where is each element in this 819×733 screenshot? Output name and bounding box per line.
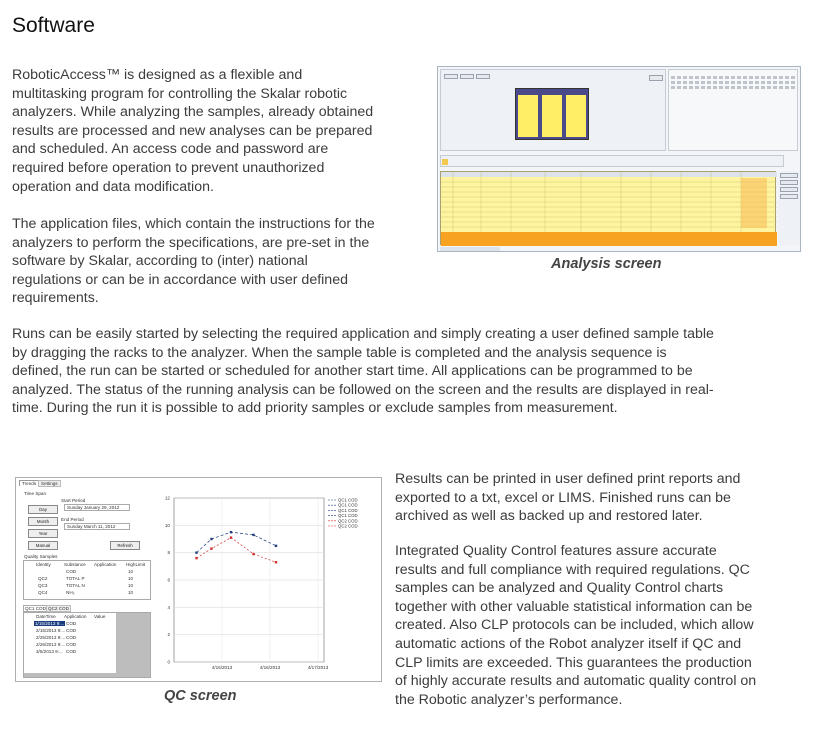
- analysis-schedule-button[interactable]: [460, 74, 474, 79]
- analysis-settings-button[interactable]: [444, 74, 458, 79]
- page-title: Software: [12, 14, 95, 37]
- data-point: [230, 536, 232, 538]
- table-row: NH₃: [66, 590, 75, 595]
- tab-qc2-cod[interactable]: QC2 COD: [48, 606, 69, 611]
- table-row: COD: [66, 569, 77, 574]
- table-row: QC2: [38, 576, 48, 581]
- legend-entry: QC1 COD: [338, 507, 358, 513]
- data-point: [275, 545, 277, 547]
- y-tick-label: 4: [167, 604, 170, 610]
- results-tiles: [671, 76, 801, 96]
- y-tick-label: 12: [164, 495, 170, 501]
- data-point: [210, 538, 212, 540]
- analysis-sampler-button[interactable]: [476, 74, 490, 79]
- files-paragraph: The application files, which contain the instructions for the analyzers to perform the specifications, are pre-set in the software by Skalar, according to (inter) national regulations or can be in accordance with user defined requirements.: [12, 216, 375, 307]
- results-paragraph: Results can be printed in user defined print reports and exported to a txt, excel or LIMS. Finished runs can be archived as well as backed up and restored later.: [395, 471, 741, 525]
- y-tick-label: 10: [164, 522, 170, 528]
- detail-col-value: Value: [94, 614, 106, 619]
- legend-entry: QC2 COD: [338, 523, 358, 529]
- end-period-label: End Period: [61, 517, 84, 522]
- data-point: [252, 534, 254, 536]
- side-button-2[interactable]: [780, 180, 798, 185]
- rack-1[interactable]: [518, 95, 538, 137]
- table-row: QC4: [38, 590, 48, 595]
- intro-paragraph: RoboticAccess™ is designed as a flexible and multitasking program for controlling the Skalar robotic analyzers. While analyzing the samples, already obtained results are processed and new analyses can be prepared and scheduled. An access code and password are required before operation to prevent unauthorized operation and data modification.: [12, 67, 374, 195]
- table-row-selected[interactable]: 1/15/2013 9:...: [35, 621, 65, 626]
- sample-table[interactable]: [440, 171, 776, 245]
- y-tick-label: 2: [167, 632, 170, 638]
- qs-col-highlimit: HighLimit: [126, 562, 146, 567]
- quality-samples-label: Quality Samples: [24, 554, 58, 559]
- x-tick-label: 4/16/2013: [259, 665, 281, 670]
- table-row: 2/15/2013 9:...: [36, 628, 66, 633]
- rack-3[interactable]: [566, 95, 586, 137]
- analysis-top-panel: [440, 69, 666, 151]
- legend-entry: QC1 COD: [338, 497, 358, 503]
- qs-col-substance: Substance: [64, 562, 86, 567]
- side-button-3[interactable]: [780, 187, 798, 192]
- legend-entry: QC1 COD: [338, 513, 358, 519]
- rack-2[interactable]: [542, 95, 562, 137]
- detail-col-application: Application: [64, 614, 87, 619]
- month-button[interactable]: Month: [28, 517, 58, 526]
- table-row: COD: [66, 635, 77, 640]
- data-point: [195, 557, 197, 559]
- sample-table-side-buttons: [778, 171, 800, 245]
- quality-samples-table[interactable]: [23, 560, 151, 600]
- table-row: 10: [128, 576, 134, 581]
- start-date-picker[interactable]: Sunday January 29, 2012: [64, 504, 130, 511]
- data-point: [195, 551, 197, 553]
- sample-table-grid: [441, 172, 777, 246]
- x-tick-label: 4/15/2013: [211, 665, 233, 670]
- table-row: 3/5/2013 9:...: [36, 649, 63, 654]
- legend-entry: QC2 COD: [338, 518, 358, 524]
- sampler-rack[interactable]: [515, 88, 589, 140]
- qc-detail-table[interactable]: [23, 612, 151, 678]
- table-row: COD: [66, 628, 77, 633]
- side-button-4[interactable]: [780, 194, 798, 199]
- table-row: COD: [66, 649, 77, 654]
- analysis-screen-caption: Analysis screen: [551, 256, 662, 272]
- table-row: COD: [66, 642, 77, 647]
- start-period-label: Start Period: [61, 498, 86, 503]
- qc-chart: [146, 490, 378, 680]
- detail-col-datetime: DateTime: [36, 614, 56, 619]
- table-row: TOTAL P: [66, 576, 85, 581]
- tab-trends[interactable]: Trends: [19, 480, 39, 486]
- qc-paragraph: Integrated Quality Control features assure accurate results and full compliance with required regulations. QC samples can be analyzed and Quality Control charts together with other valuable statistical information can be created. Also CLP protocols can be included, which allow automatic actions of the Robot analyzer itself if QC and CLP limits are exceeded. This guarantees the production of highly accurate results and automatic quality control on the Robotic analyzer’s performance.: [395, 543, 757, 708]
- toolbar-folder-icon[interactable]: [442, 159, 448, 165]
- qs-col-identity: Identity: [36, 562, 51, 567]
- qc-screen-caption: QC screen: [164, 688, 237, 704]
- refresh-button[interactable]: Refresh: [110, 541, 140, 550]
- data-point: [252, 553, 254, 555]
- manual-button[interactable]: Manual: [28, 541, 58, 550]
- table-row: 10: [128, 590, 134, 595]
- qc-screen-image: [15, 477, 382, 682]
- analysis-bottom-tabs[interactable]: [440, 247, 500, 252]
- data-point: [210, 547, 212, 549]
- table-row: TOTAL N: [66, 583, 85, 588]
- data-point: [230, 531, 232, 533]
- analysis-screen-image: [437, 66, 801, 252]
- qs-col-application: Application: [94, 562, 117, 567]
- legend-entry: QC1 COD: [338, 502, 358, 508]
- data-point: [275, 561, 277, 563]
- year-button[interactable]: Year: [28, 529, 58, 538]
- x-tick-label: 4/17/2013: [307, 665, 329, 670]
- table-row: COD: [66, 621, 77, 626]
- runs-paragraph: Runs can be easily started by selecting the required application and simply creating a user defined sample table by dragging the racks to the analyzer. When the sample table is completed and the analysis sequence is defined, the run can be started or scheduled for another start time. All applications can be programmed to be analyzed. The status of the running analysis can be followed on the screen and the results are displayed in real- time. During the run it is possible to add priority samples or exclude samples from measurement.: [12, 326, 714, 417]
- y-tick-label: 6: [167, 577, 170, 583]
- side-button-1[interactable]: [780, 173, 798, 178]
- y-tick-label: 8: [167, 550, 170, 556]
- analysis-start-button[interactable]: [649, 75, 663, 81]
- time-span-label: Time Span: [24, 491, 47, 496]
- tab-qc1-cod[interactable]: QC1 COD: [25, 606, 46, 611]
- table-row: 10: [128, 583, 134, 588]
- table-row: 2/25/2013 9:...: [36, 635, 66, 640]
- analysis-results-panel: [668, 69, 798, 151]
- sample-table-toolbar: [440, 155, 784, 167]
- end-date-picker[interactable]: Sunday March 11, 2012: [64, 523, 130, 530]
- table-row: QC3: [38, 583, 48, 588]
- table-row: 2/26/2013 9:...: [36, 642, 66, 647]
- day-button[interactable]: Day: [28, 505, 58, 514]
- table-row: 10: [128, 569, 134, 574]
- tab-settings[interactable]: Settings: [38, 480, 61, 487]
- y-tick-label: 0: [167, 659, 170, 665]
